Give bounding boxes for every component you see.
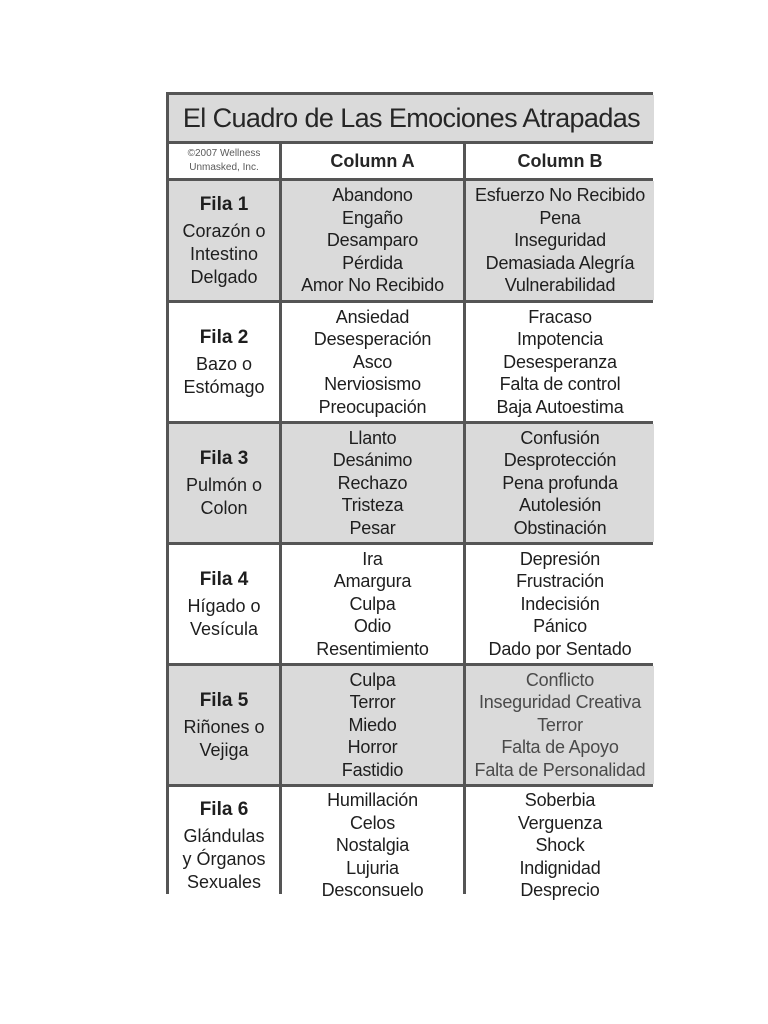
emotion-item: Inseguridad Creativa bbox=[478, 692, 642, 713]
emotion-list bbox=[475, 184, 645, 297]
row-3-column-a bbox=[282, 424, 463, 542]
row-header-1 bbox=[169, 181, 279, 300]
emotion-list bbox=[322, 789, 424, 902]
copyright-line-1: ©2007 Wellness bbox=[187, 148, 261, 159]
organ-line: Sexuales bbox=[186, 871, 262, 892]
emotion-item: Indecisión bbox=[520, 593, 600, 614]
emotion-item: Culpa bbox=[349, 669, 396, 690]
emotion-list bbox=[518, 789, 602, 902]
emotion-item: Frustración bbox=[516, 571, 604, 592]
organ-line: Intestino bbox=[189, 243, 259, 264]
emotion-item: Desconsuelo bbox=[321, 880, 424, 901]
emotion-item: Inseguridad bbox=[514, 230, 606, 251]
emotion-item: Desamparo bbox=[326, 230, 419, 251]
emotion-item: Fastidio bbox=[341, 759, 404, 780]
row-1-column-b bbox=[466, 181, 654, 300]
row-1-column-a bbox=[282, 181, 463, 300]
emotion-item: Desesperación bbox=[313, 329, 432, 350]
emotion-item: Verguenza bbox=[517, 812, 603, 833]
organ-line: Bazo o bbox=[195, 353, 253, 374]
emotion-list bbox=[316, 548, 428, 661]
emotion-item: Pena profunda bbox=[502, 472, 618, 493]
emotion-item: Pesar bbox=[349, 517, 396, 538]
row-2-column-b bbox=[466, 303, 654, 421]
row-4-column-b bbox=[466, 545, 654, 663]
emotion-item: Falta de Personalidad bbox=[474, 759, 646, 780]
organ-line: Vejiga bbox=[199, 739, 249, 760]
emotion-list bbox=[301, 184, 444, 297]
emotion-item: Vulnerabilidad bbox=[504, 275, 616, 296]
row-header-4 bbox=[169, 545, 279, 663]
emotion-item: Impotencia bbox=[516, 329, 604, 350]
emotion-item: Obstinación bbox=[513, 517, 607, 538]
emotion-item: Esfuerzo No Recibido bbox=[474, 185, 646, 206]
emotion-item: Asco bbox=[352, 351, 393, 372]
emotion-item: Autolesión bbox=[518, 495, 602, 516]
emotion-item: Confusión bbox=[520, 427, 600, 448]
row-2-column-a bbox=[282, 303, 463, 421]
emotion-item: Odio bbox=[353, 616, 392, 637]
emotion-item: Amargura bbox=[333, 571, 412, 592]
emotion-item: Culpa bbox=[349, 593, 396, 614]
emotion-list bbox=[333, 427, 412, 540]
row-5-column-a bbox=[282, 666, 463, 784]
organ-line: Glándulas bbox=[183, 825, 265, 846]
emotion-item: Soberbia bbox=[524, 790, 596, 811]
organ-line: Riñones o bbox=[183, 716, 265, 737]
emotion-item: Pena bbox=[539, 207, 581, 228]
emotion-item: Lujuria bbox=[346, 857, 399, 878]
emotion-item: Fracaso bbox=[528, 306, 592, 327]
emotion-list bbox=[489, 548, 632, 661]
row-6-column-a bbox=[282, 787, 463, 904]
row-header-6 bbox=[169, 787, 279, 904]
column-a-header: Column A bbox=[282, 144, 463, 178]
organ-line: Vesícula bbox=[189, 618, 259, 639]
emotion-code-chart bbox=[166, 92, 653, 901]
emotion-list bbox=[475, 669, 646, 782]
emotion-item: Desprotección bbox=[503, 450, 617, 471]
row-header-5 bbox=[169, 666, 279, 784]
emotion-item: Celos bbox=[349, 812, 396, 833]
organ-line: Hígado o bbox=[187, 595, 261, 616]
emotion-item: Desprecio bbox=[520, 880, 600, 901]
row-label: Fila 2 bbox=[199, 326, 249, 348]
emotion-item: Demasiada Alegría bbox=[485, 252, 635, 273]
emotion-item: Humillación bbox=[327, 790, 418, 811]
row-label: Fila 4 bbox=[199, 568, 249, 590]
row-6-column-b bbox=[466, 787, 654, 904]
row-label: Fila 1 bbox=[199, 193, 249, 215]
emotion-item: Ansiedad bbox=[335, 306, 410, 327]
row-label: Fila 5 bbox=[199, 689, 249, 711]
emotion-item: Depresión bbox=[519, 548, 601, 569]
emotion-item: Conflicto bbox=[525, 669, 595, 690]
row-label: Fila 6 bbox=[199, 798, 249, 820]
emotion-list bbox=[314, 306, 431, 419]
organ-line: y Órganos bbox=[182, 848, 266, 869]
row-4-column-a bbox=[282, 545, 463, 663]
emotion-item: Tristeza bbox=[341, 495, 404, 516]
emotion-list bbox=[496, 306, 623, 419]
emotion-item: Llanto bbox=[348, 427, 397, 448]
emotion-item: Engaño bbox=[342, 207, 403, 228]
emotion-list bbox=[342, 669, 403, 782]
emotion-item: Miedo bbox=[348, 714, 397, 735]
organ-line: Corazón o bbox=[182, 220, 266, 241]
organ-line: Pulmón o bbox=[185, 474, 263, 495]
emotion-item: Ira bbox=[362, 548, 383, 569]
emotion-item: Baja Autoestima bbox=[496, 396, 624, 417]
emotion-item: Falta de control bbox=[499, 374, 621, 395]
emotion-item: Abandono bbox=[332, 185, 413, 206]
organ-line: Colon bbox=[200, 497, 248, 518]
emotion-item: Preocupación bbox=[318, 396, 427, 417]
emotion-item: Pérdida bbox=[342, 252, 403, 273]
emotion-item: Indignidad bbox=[519, 857, 601, 878]
row-header-2 bbox=[169, 303, 279, 421]
emotion-item: Nerviosismo bbox=[324, 374, 421, 395]
organ-line: Estómago bbox=[183, 376, 265, 397]
chart-title: El Cuadro de Las Emociones Atrapadas bbox=[169, 95, 654, 141]
emotion-item: Amor No Recibido bbox=[301, 275, 444, 296]
row-header-3 bbox=[169, 424, 279, 542]
copyright-line-2: Unmasked, Inc. bbox=[189, 162, 259, 173]
emotion-item: Resentimiento bbox=[316, 638, 429, 659]
emotion-item: Rechazo bbox=[337, 472, 408, 493]
organ-line: Delgado bbox=[190, 266, 258, 287]
row-label: Fila 3 bbox=[199, 447, 249, 469]
emotion-item: Desesperanza bbox=[503, 351, 617, 372]
emotion-item: Falta de Apoyo bbox=[501, 737, 619, 758]
emotion-item: Desánimo bbox=[332, 450, 413, 471]
emotion-list bbox=[502, 427, 618, 540]
emotion-item: Shock bbox=[535, 835, 585, 856]
column-b-header: Column B bbox=[466, 144, 654, 178]
emotion-item: Horror bbox=[347, 737, 398, 758]
row-3-column-b bbox=[466, 424, 654, 542]
emotion-item: Nostalgia bbox=[335, 835, 410, 856]
copyright-notice bbox=[169, 144, 279, 178]
emotion-item: Terror bbox=[349, 692, 396, 713]
emotion-item: Dado por Sentado bbox=[488, 638, 632, 659]
emotion-item: Pánico bbox=[533, 616, 587, 637]
row-5-column-b bbox=[466, 666, 654, 784]
emotion-item: Terror bbox=[537, 714, 583, 735]
